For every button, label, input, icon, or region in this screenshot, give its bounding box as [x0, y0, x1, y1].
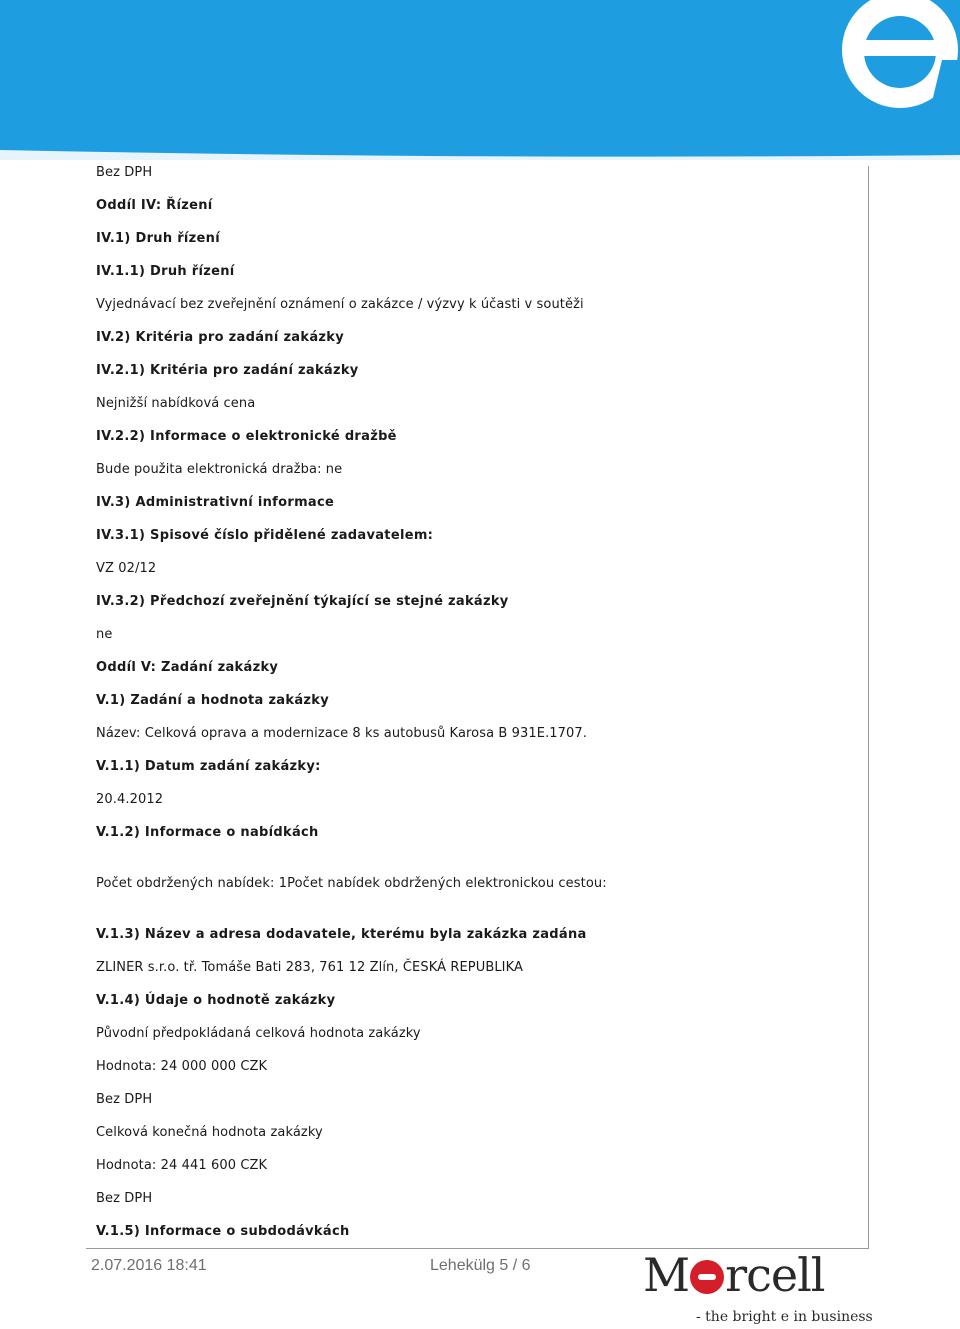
subsection-heading: V.1) Zadání a hodnota zakázky	[96, 693, 329, 708]
field-value: Hodnota: 24 000 000 CZK	[96, 1059, 268, 1074]
section-heading: Oddíl V: Zadání zakázky	[96, 660, 279, 675]
field-value: ne	[96, 627, 113, 642]
footer-timestamp: 2.07.2016 18:41	[91, 1257, 207, 1274]
field-value: ZLINER s.r.o. tř. Tomáše Bati 283, 761 12 Zlín, ČESKÁ REPUBLIKA	[96, 960, 524, 975]
subsection-heading: IV.3.1) Spisové číslo přidělené zadavatelem:	[96, 528, 434, 543]
subsection-heading: V.1.4) Údaje o hodnotě zakázky	[96, 993, 336, 1008]
vat-note: Bez DPH	[96, 165, 153, 180]
field-value: VZ 02/12	[96, 561, 157, 576]
field-value: Celková konečná hodnota zakázky	[96, 1125, 323, 1140]
field-value: Bude použita elektronická dražba: ne	[96, 462, 343, 477]
field-value: Název: Celková oprava a modernizace 8 ks autobusů Karosa B 931E.1707.	[96, 726, 588, 741]
mercell-logo	[643, 1248, 873, 1326]
footer-page-number: Lehekülg 5 / 6	[430, 1257, 531, 1274]
subsection-heading: V.1.2) Informace o nabídkách	[96, 825, 319, 840]
mercell-e-icon	[690, 1260, 724, 1294]
section-heading: Oddíl IV: Řízení	[96, 198, 213, 213]
header-band	[0, 0, 960, 160]
field-value: Hodnota: 24 441 600 CZK	[96, 1158, 268, 1173]
subsection-heading: IV.2.2) Informace o elektronické dražbě	[96, 429, 397, 444]
subsection-heading: IV.1.1) Druh řízení	[96, 264, 235, 279]
subsection-heading: V.1.1) Datum zadání zakázky:	[96, 759, 321, 774]
subsection-heading: V.1.3) Název a adresa dodavatele, kterému byla zakázka zadána	[96, 927, 587, 942]
subsection-heading: IV.3) Administrativní informace	[96, 495, 335, 510]
vat-note: Bez DPH	[96, 1092, 153, 1107]
subsection-heading: IV.2.1) Kritéria pro zadání zakázky	[96, 363, 359, 378]
field-value: Nejnižší nabídková cena	[96, 396, 256, 411]
logo-wordmark	[643, 1248, 825, 1302]
logo-letter-m: M	[643, 1248, 690, 1302]
logo-letters-rcell: rcell	[725, 1248, 825, 1302]
field-value: 20.4.2012	[96, 792, 164, 807]
logo-tagline: - the bright e in business	[696, 1309, 873, 1325]
subsection-heading: IV.2) Kritéria pro zadání zakázky	[96, 330, 344, 345]
subsection-heading: IV.1) Druh řízení	[96, 231, 220, 246]
field-value: Vyjednávací bez zveřejnění oznámení o zakázce / výzvy k účasti v soutěži	[96, 297, 584, 312]
eurofondy-e-icon	[0, 0, 960, 160]
field-value: Počet obdržených nabídek: 1Počet nabídek obdržených elektronickou cestou:	[96, 876, 607, 891]
subsection-heading: IV.3.2) Předchozí zveřejnění týkající se stejné zakázky	[96, 594, 509, 609]
field-value: Původní předpokládaná celková hodnota zakázky	[96, 1026, 421, 1041]
vat-note: Bez DPH	[96, 1191, 153, 1206]
subsection-heading: V.1.5) Informace o subdodávkách	[96, 1224, 350, 1239]
